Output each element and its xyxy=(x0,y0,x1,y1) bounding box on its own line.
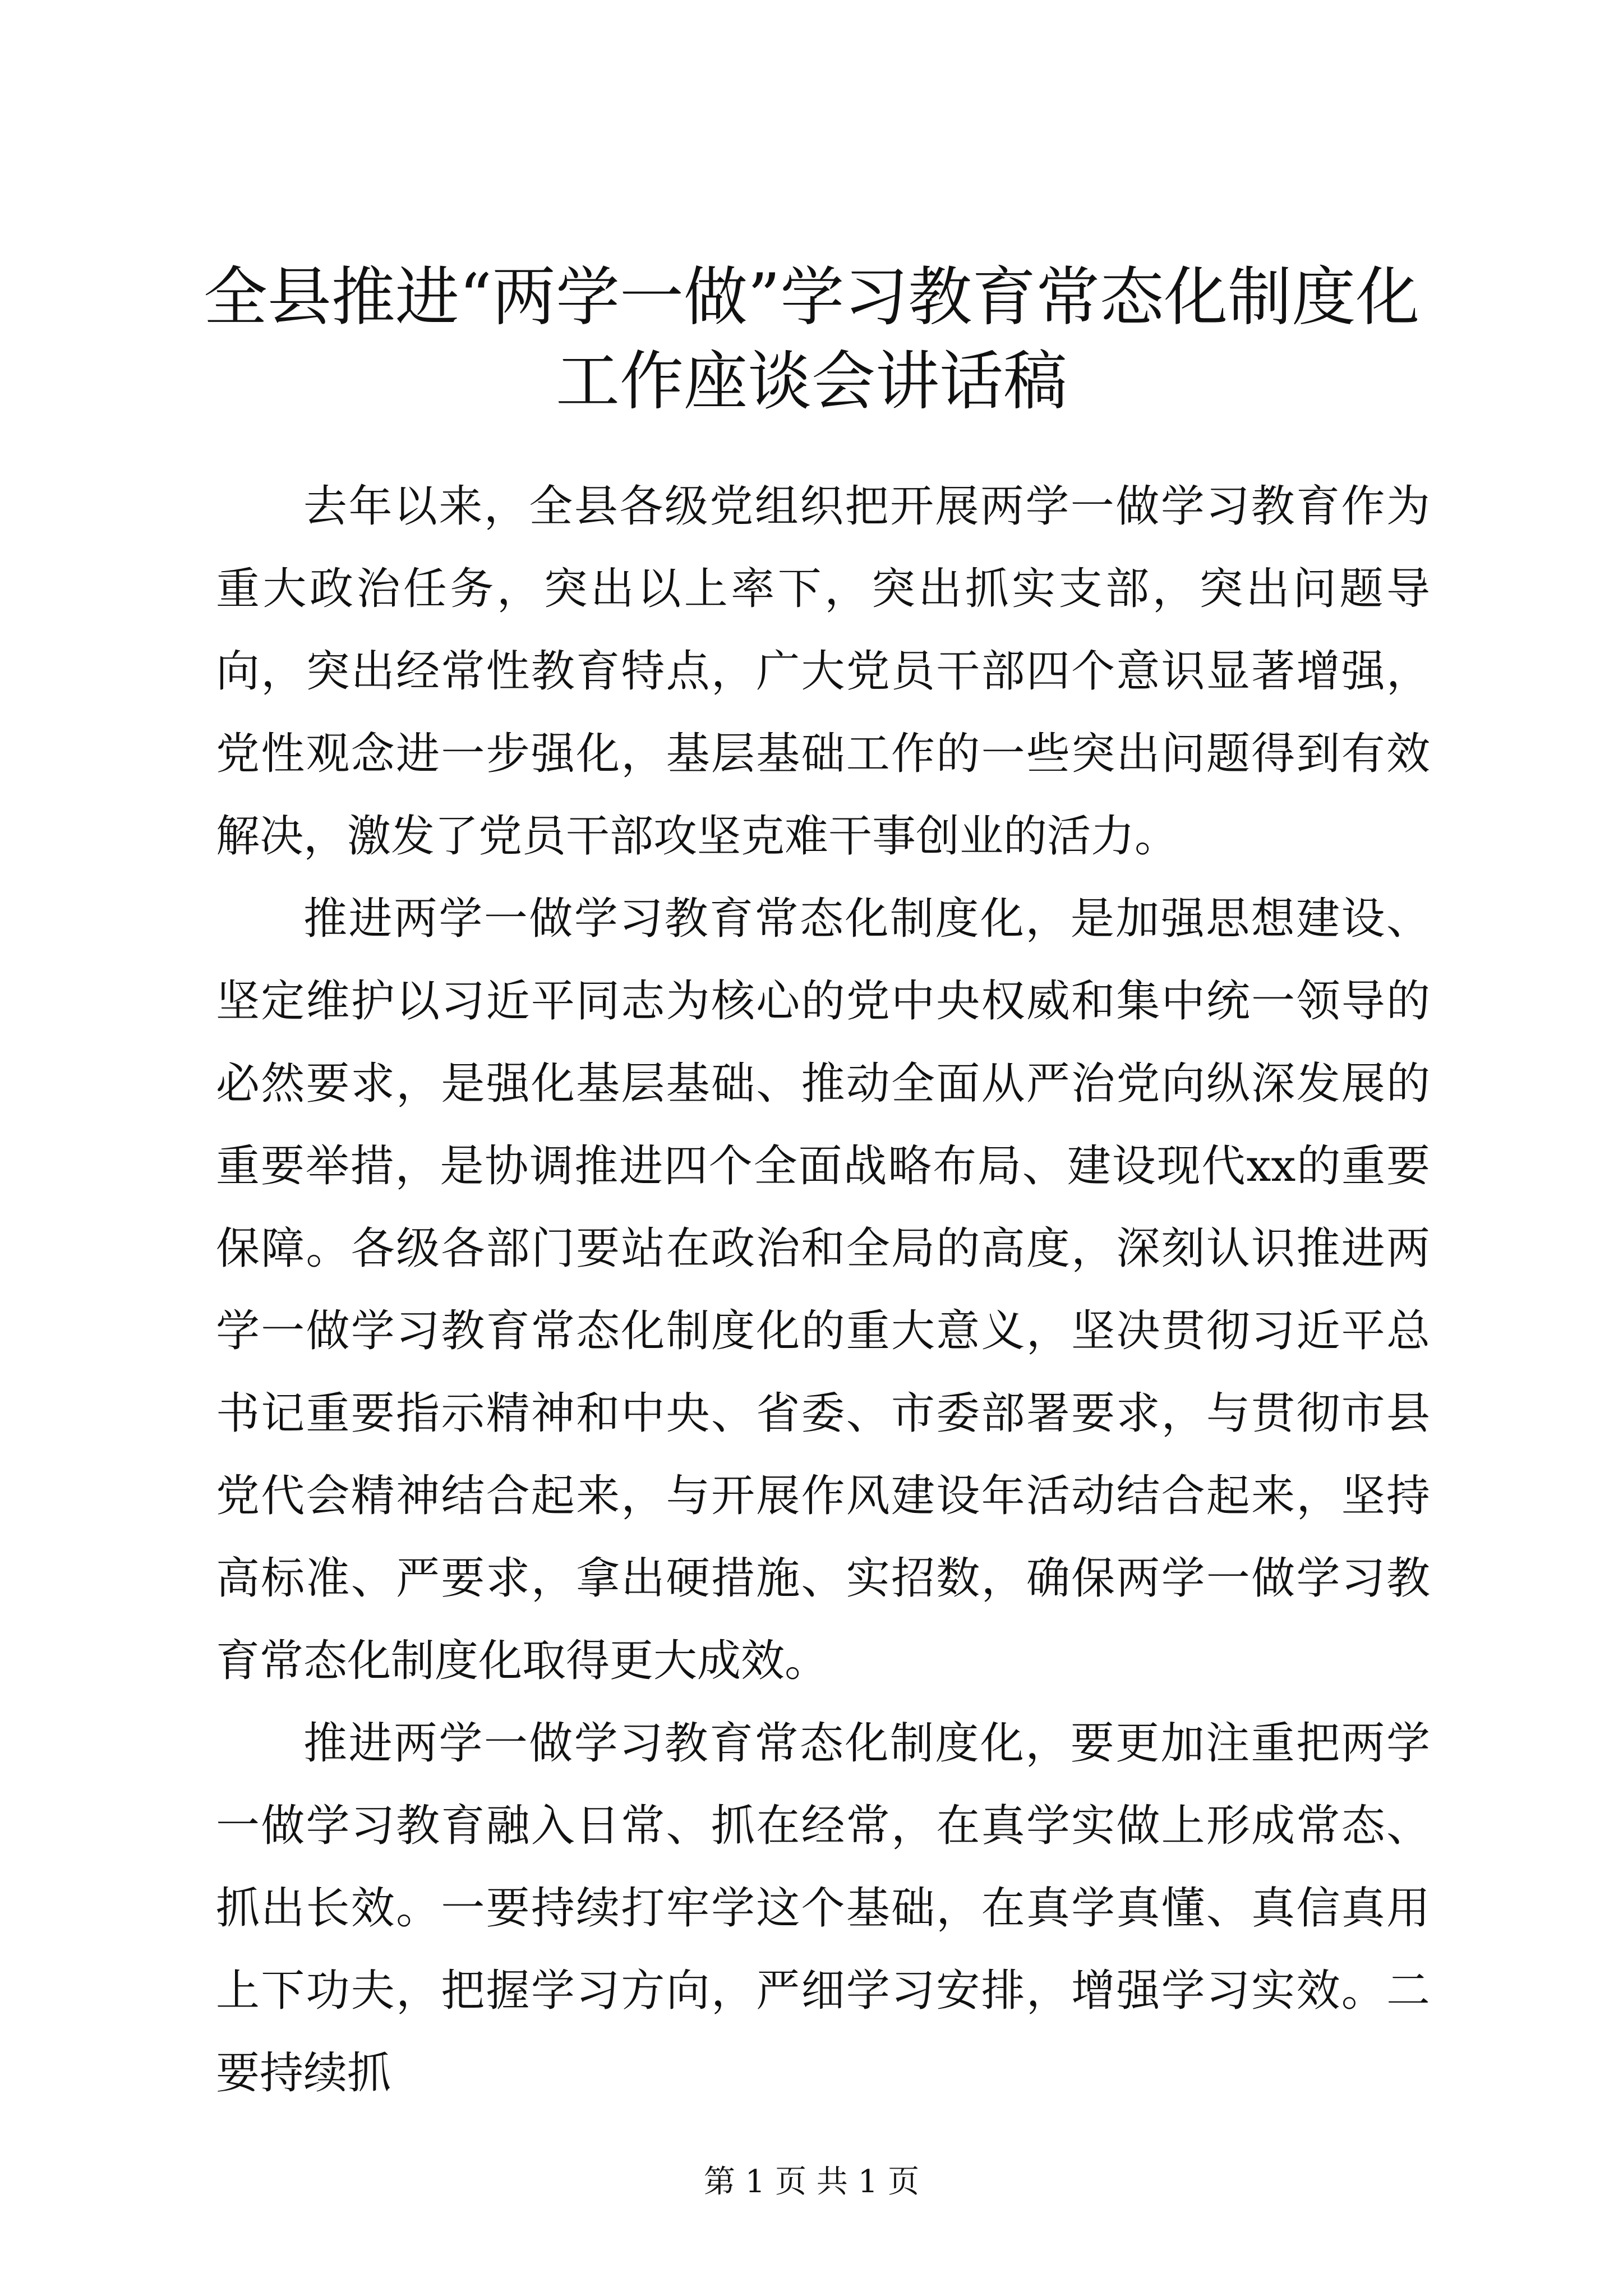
document-title-line-2: 工作座谈会讲话稿 xyxy=(555,344,1067,418)
page-footer: 第 1 页 共 1 页 xyxy=(703,2164,920,2200)
document-title-line-1: 全县推进“两学一做”学习教育常态化制度化 xyxy=(203,260,1420,334)
document-body xyxy=(216,466,1430,2115)
paragraph-2: 推进两学一做学习教育常态化制度化，是加强思想建设、坚定维护以习近平同志为核心的党中央权威和集中统一领导的必然要求，是强化基层基础、推动全面从严治党向纵深发展的重要举措，是协调推进四个全面战略布局、建设现代xx的重要保障。各级各部门要站在政治和全局的高度，深刻认识推进两学一做学习教育常态化制度化的重大意义，坚决贯彻习近平总书记重要指示精神和中央、省委、市委部署要求，与贯彻市县党代会精神结合起来，与开展作风建设年活动结合起来，坚持高标准、严要求，拿出硬措施、实招数，确保两学一做学习教育常态化制度化取得更大成效。 xyxy=(216,894,1430,1686)
paragraph-3: 推进两学一做学习教育常态化制度化，要更加注重把两学一做学习教育融入日常、抓在经常，在真学实做上形成常态、抓出长效。一要持续打牢学这个基础，在真学真懂、真信真用上下功夫，把握学习方向，严细学习安排，增强学习实效。二要持续抓 xyxy=(216,1718,1430,2099)
paragraph-1: 去年以来，全县各级党组织把开展两学一做学习教育作为重大政治任务，突出以上率下，突出抓实支部，突出问题导向，突出经常性教育特点，广大党员干部四个意识显著增强，党性观念进一步强化，基层基础工作的一些突出问题得到有效解决，激发了党员干部攻坚克难干事创业的活力。 xyxy=(216,481,1430,862)
